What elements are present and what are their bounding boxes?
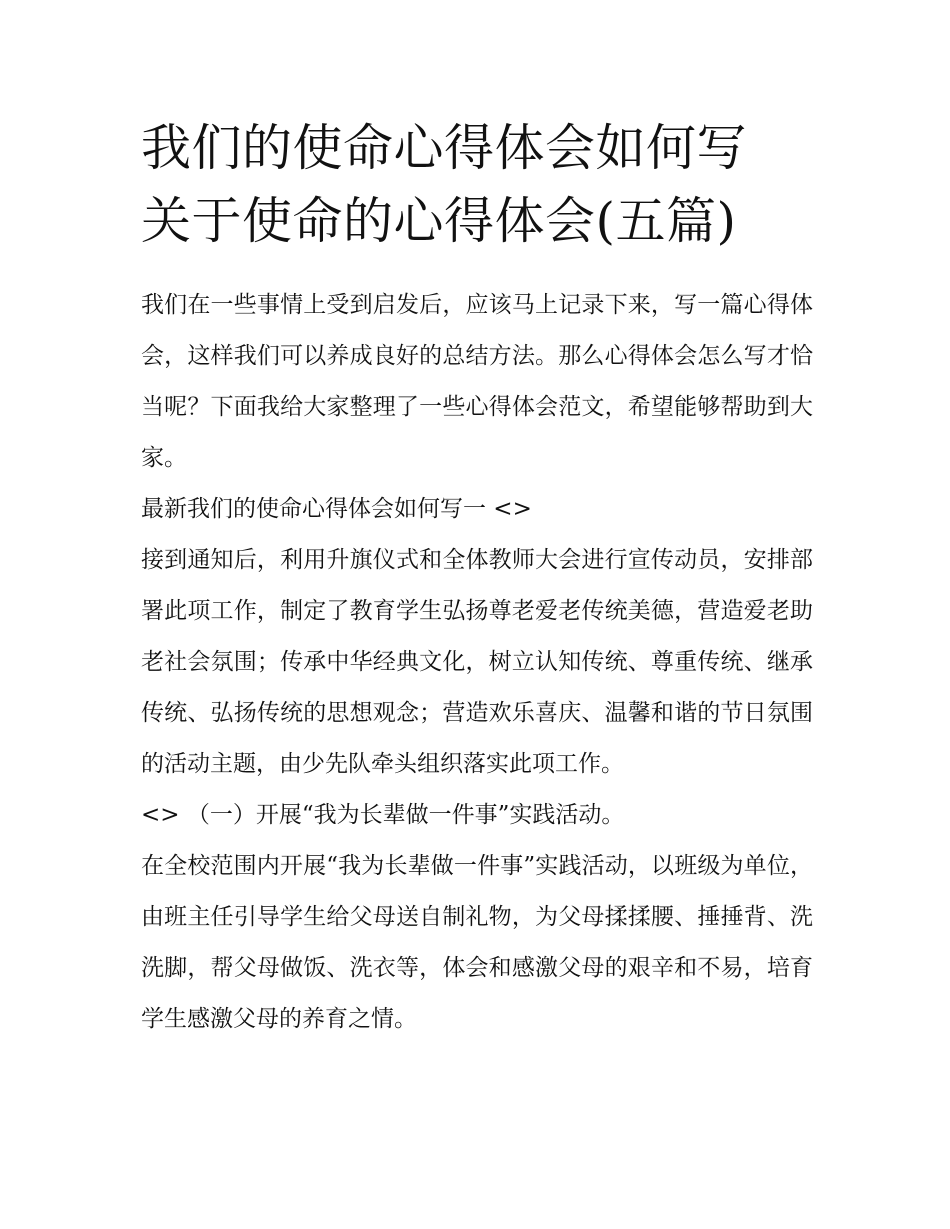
subsection-heading: <> （一）开展“我为长辈做一件事”实践活动。 [141, 802, 625, 828]
document-page [141, 112, 813, 1045]
section-heading: 最新我们的使命心得体会如何写一 <> [141, 496, 532, 522]
intro-paragraph: 我们在一些事情上受到启发后，应该马上记录下来，写一篇心得体会，这样我们可以养成良好的总结方法。那么心得体会怎么写才恰当呢？下面我给大家整理了一些心得体会范文，希望能够帮助到大家。 [141, 292, 813, 471]
document-title: 我们的使命心得体会如何写 关于使命的心得体会(五篇) [141, 119, 747, 250]
body-paragraph: 接到通知后，利用升旗仪式和全体教师大会进行宣传动员，安排部署此项工作，制定了教育学生弘扬尊老爱老传统美德，营造爱老助老社会氛围；传承中华经典文化，树立认知传统、尊重传统、继承传统、弘扬传统的思想观念；营造欢乐喜庆、温馨和谐的节日氛围的活动主题，由少先队牵头组织落实此项工作。 [141, 547, 813, 777]
body-paragraph: 在全校范围内开展“我为长辈做一件事”实践活动，以班级为单位，由班主任引导学生给父母送自制礼物，为父母揉揉腰、捶捶背、洗洗脚，帮父母做饭、洗衣等，体会和感激父母的艰辛和不易，培育学生感激父母的养育之情。 [141, 853, 813, 1032]
